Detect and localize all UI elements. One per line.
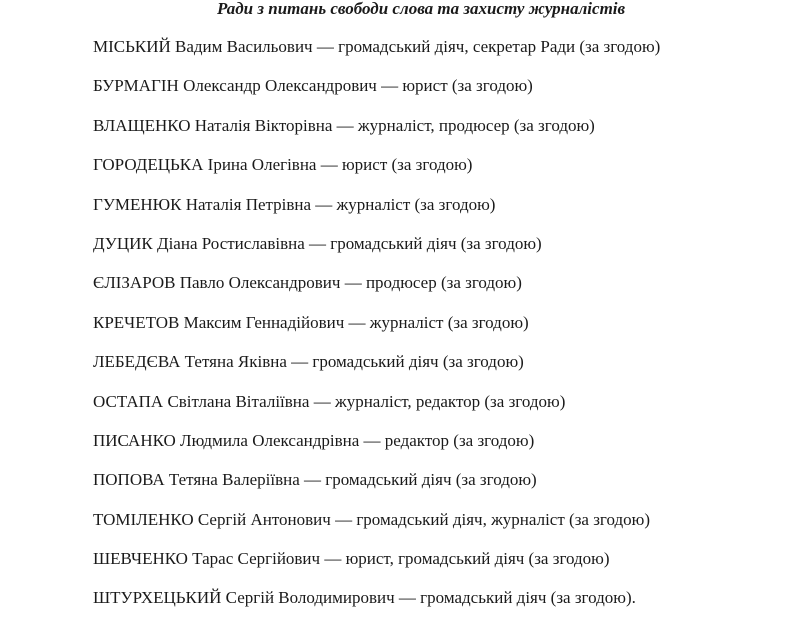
member-entry: БУРМАГІН Олександр Олександрович — юрист (за згодою)	[93, 76, 533, 96]
member-entry: ВЛАЩЕНКО Наталія Вікторівна — журналіст, продюсер (за згодою)	[93, 115, 595, 135]
member-entry: ТОМІЛЕНКО Сергій Антонович — громадський діяч, журналіст (за згодою)	[93, 509, 650, 529]
member-entry: ОСТАПА Світлана Віталіївна — журналіст, редактор (за згодою)	[93, 391, 566, 411]
member-entry: ШТУРХЕЦЬКИЙ Сергій Володимирович — громадський діяч (за згодою).	[93, 588, 636, 608]
member-entry: ПИСАНКО Людмила Олександрівна — редактор (за згодою)	[93, 430, 535, 450]
member-entry: КРЕЧЕТОВ Максим Геннадійович — журналіст (за згодою)	[93, 312, 529, 332]
member-list	[93, 37, 660, 628]
member-entry: ЛЕБЕДЄВА Тетяна Яківна — громадський діяч (за згодою)	[93, 352, 524, 372]
member-entry: ГУМЕНЮК Наталія Петрівна — журналіст (за згодою)	[93, 194, 496, 214]
member-entry: ГОРОДЕЦЬКА Ірина Олегівна — юрист (за згодою)	[93, 155, 473, 175]
member-entry: ШЕВЧЕНКО Тарас Сергійович — юрист, громадський діяч (за згодою)	[93, 549, 610, 569]
member-entry: ЄЛІЗАРОВ Павло Олександрович — продюсер (за згодою)	[93, 273, 522, 293]
member-entry: ПОПОВА Тетяна Валеріївна — громадський діяч (за згодою)	[93, 470, 537, 490]
member-entry: МІСЬКИЙ Вадим Васильович — громадський діяч, секретар Ради (за згодою)	[93, 37, 661, 56]
member-entry: ДУЦИК Діана Ростиславівна — громадський діяч (за згодою)	[93, 233, 542, 253]
document-heading: Ради з питань свободи слова та захисту журналістів	[217, 0, 626, 18]
